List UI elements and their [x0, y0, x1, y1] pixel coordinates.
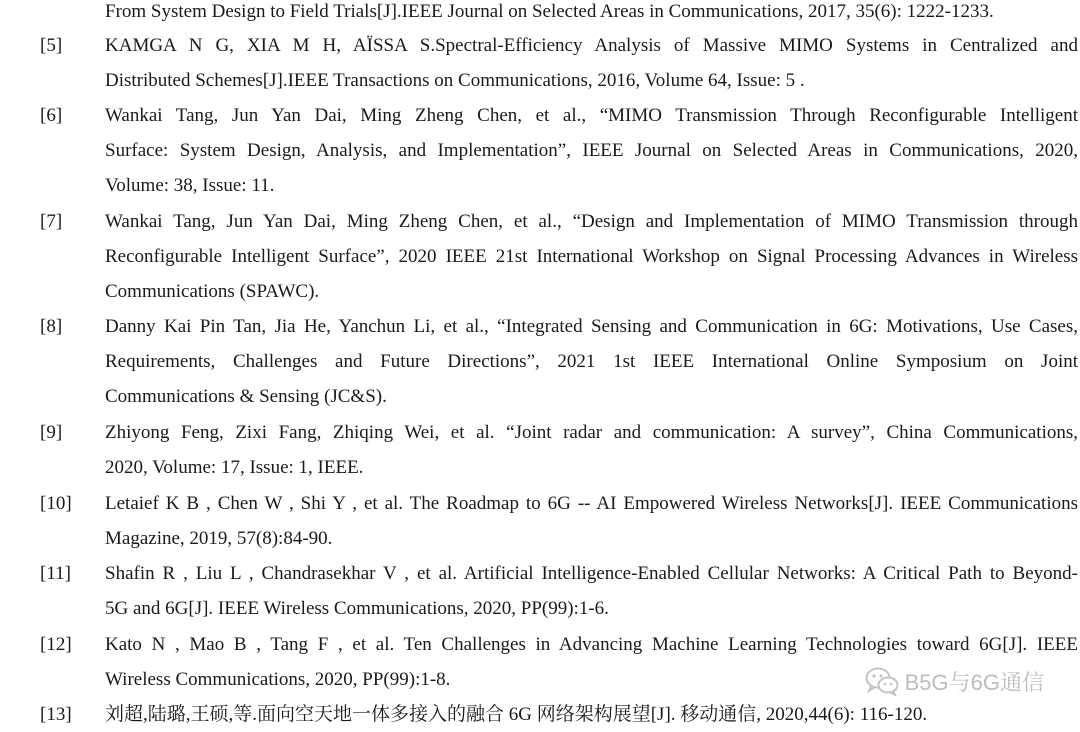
- reference-number: [12]: [40, 634, 72, 655]
- reference-body: [105, 556, 1078, 626]
- reference-line: KAMGA N G, XIA M H, AÏSSA S.Spectral-Efficiency Analysis of Massive MIMO Systems in Centralized and: [105, 35, 1078, 56]
- reference-number: [7]: [40, 211, 63, 232]
- reference-line: Wankai Tang, Jun Yan Dai, Ming Zheng Chen, et al., “MIMO Transmission Through Reconfigurable Intelligent: [105, 105, 1078, 126]
- reference-line: Kato N , Mao B , Tang F , et al. Ten Challenges in Advancing Machine Learning Technologies toward 6G[J]. IEEE: [105, 634, 1078, 655]
- reference-body: [105, 0, 1078, 29]
- watermark-text: B5G与6G通信: [904, 669, 1044, 695]
- reference-line: Zhiyong Feng, Zixi Fang, Zhiqing Wei, et al. “Joint radar and communication: A survey”, China Communications,: [105, 422, 1078, 443]
- reference-line: From System Design to Field Trials[J].IEEE Journal on Selected Areas in Communications, 2017, 35(6): 1222-1233.: [105, 1, 994, 22]
- reference-line: Wireless Communications, 2020, PP(99):1-8.: [105, 669, 451, 691]
- reference-line: 5G and 6G[J]. IEEE Wireless Communications, 2020, PP(99):1-6.: [105, 598, 609, 620]
- reference-number: [13]: [40, 704, 72, 725]
- reference-number: [5]: [40, 35, 63, 56]
- reference-line: Communications (SPAWC).: [105, 281, 320, 303]
- reference-line: Magazine, 2019, 57(8):84-90.: [105, 528, 333, 550]
- reference-body: [105, 98, 1078, 204]
- reference-number: [9]: [40, 422, 63, 443]
- reference-line: Shafin R , Liu L , Chandrasekhar V , et al. Artificial Intelligence-Enabled Cellular Networks: A Critical Path to Beyond-: [105, 563, 1078, 584]
- reference-body: [105, 486, 1078, 556]
- reference-line: Surface: System Design, Analysis, and Implementation”, IEEE Journal on Selected Areas in Communications, 2020,: [105, 140, 1078, 162]
- reference-line: Wankai Tang, Jun Yan Dai, Ming Zheng Chen, et al., “Design and Implementation of MIMO Transmission through: [105, 211, 1078, 232]
- reference-line: 2020, Volume: 17, Issue: 1, IEEE.: [105, 457, 364, 479]
- reference-line: Requirements, Challenges and Future Directions”, 2021 1st IEEE International Online Symposium on Joint: [105, 351, 1078, 373]
- reference-number: [6]: [40, 105, 63, 126]
- reference-line: Communications & Sensing (JC&S).: [105, 386, 387, 408]
- watermark: [865, 664, 1044, 698]
- reference-line: 刘超,陆璐,王硕,等.面向空天地一体多接入的融合 6G 网络架构展望[J]. 移动通信, 2020,44(6): 116-120.: [105, 704, 928, 725]
- reference-number: [10]: [40, 493, 72, 514]
- reference-line: Reconfigurable Intelligent Surface”, 2020 IEEE 21st International Workshop on Signal Processing Advances in Wireless: [105, 246, 1078, 268]
- reference-body: [105, 28, 1078, 98]
- reference-line: Distributed Schemes[J].IEEE Transactions on Communications, 2016, Volume 64, Issue: 5 .: [105, 70, 805, 92]
- wechat-icon: [865, 666, 899, 696]
- reference-line: Danny Kai Pin Tan, Jia He, Yanchun Li, et al., “Integrated Sensing and Communication in 6G: Motivations, Use Cases,: [105, 316, 1078, 337]
- reference-line: Volume: 38, Issue: 11.: [105, 175, 275, 197]
- reference-body: [105, 309, 1078, 415]
- reference-body: [105, 204, 1078, 310]
- reference-number: [11]: [40, 563, 71, 584]
- reference-number: [8]: [40, 316, 63, 337]
- reference-body: [105, 697, 1078, 732]
- reference-body: [105, 415, 1078, 485]
- reference-line: Letaief K B , Chen W , Shi Y , et al. The Roadmap to 6G -- AI Empowered Wireless Networks[J]. IEEE Communications: [105, 493, 1078, 514]
